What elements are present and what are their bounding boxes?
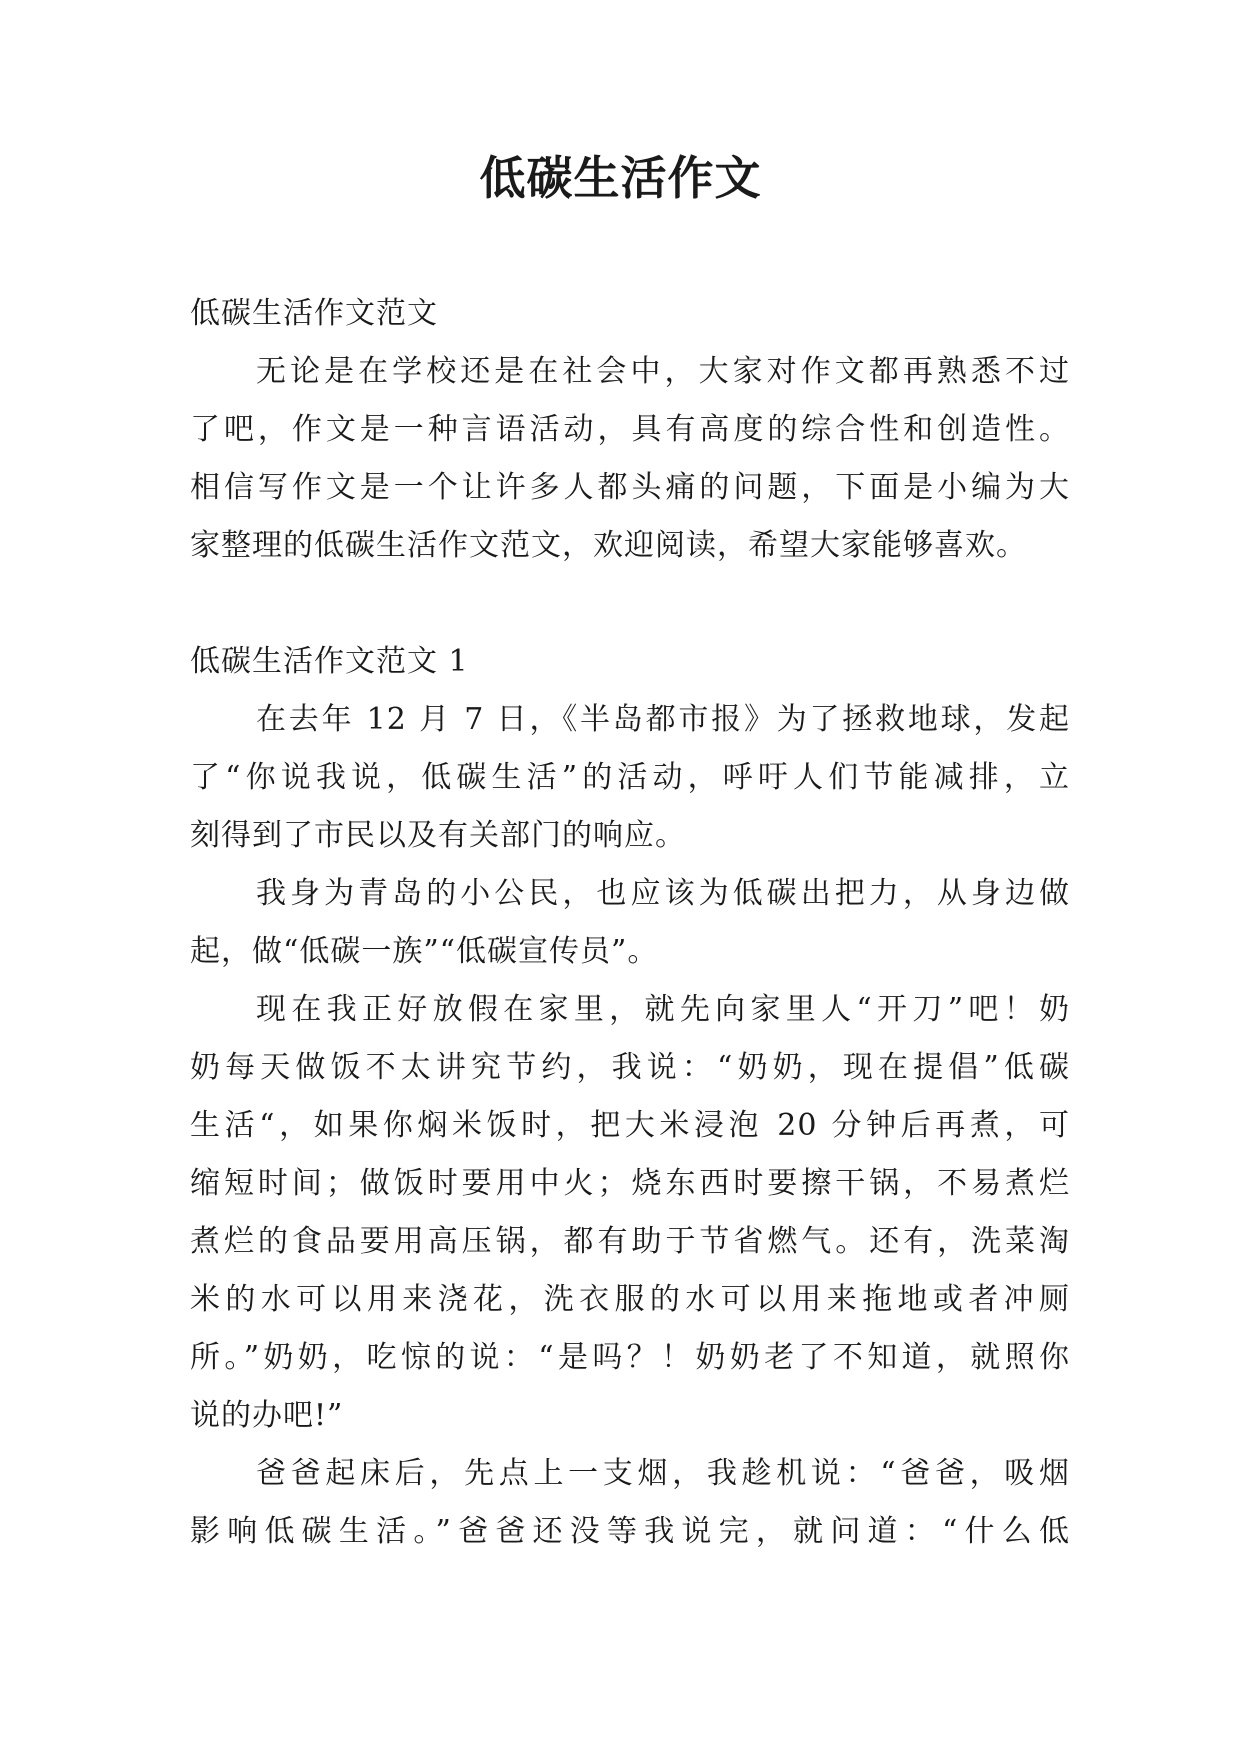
essay-heading: 低碳生活作文范文 1 [190,644,469,679]
intro-line: 无论是在学校还是在社会中，大家对作文都再熟悉不过 [256,354,1070,389]
intro-line: 了吧，作文是一种言语活动，具有高度的综合性和创造性。 [190,412,1070,447]
paragraph-line: 刻得到了市民以及有关部门的响应。 [190,818,686,853]
paragraph-line: 现在我正好放假在家里，就先向家里人“开刀”吧！奶 [256,992,1070,1027]
paragraph-line: 所。”奶奶，吃惊的说：“是吗？！奶奶老了不知道，就照你 [190,1340,1070,1375]
intro-line: 相信写作文是一个让许多人都头痛的问题，下面是小编为大 [190,470,1070,505]
paragraph-line: 爸爸起床后，先点上一支烟，我趁机说：“爸爸，吸烟 [256,1456,1070,1491]
paragraph-line: 奶每天做饭不太讲究节约，我说：“奶奶，现在提倡”低碳 [190,1050,1070,1085]
paragraph-line: 起，做“低碳一族”“低碳宣传员”。 [190,934,659,969]
paragraph-line: 我身为青岛的小公民，也应该为低碳出把力，从身边做 [256,876,1070,911]
paragraph-line: 了“你说我说，低碳生活”的活动，呼吁人们节能减排，立 [190,760,1070,795]
paragraph-line: 煮烂的食品要用高压锅，都有助于节省燃气。还有，洗菜淘 [190,1224,1070,1259]
paragraph-line: 缩短时间；做饭时要用中火；烧东西时要擦干锅，不易煮烂 [190,1166,1070,1201]
paragraph-line: 在去年 12 月 7 日，《半岛都市报》为了拯救地球，发起 [256,702,1070,737]
section-gap [190,575,1070,633]
intro-heading: 低碳生活作文范文 [190,296,438,331]
intro-line: 家整理的低碳生活作文范文，欢迎阅读，希望大家能够喜欢。 [190,528,1027,563]
paragraph-line: 影响低碳生活。”爸爸还没等我说完，就问道：“什么低 [190,1514,1070,1549]
document-body [190,285,1070,1561]
document-title: 低碳生活作文 [479,151,762,205]
paragraph-line: 说的办吧!” [190,1398,344,1433]
paragraph-line: 生活“，如果你焖米饭时，把大米浸泡 20 分钟后再煮，可 [190,1108,1070,1143]
paragraph-line: 米的水可以用来浇花，洗衣服的水可以用来拖地或者冲厕 [190,1282,1070,1317]
